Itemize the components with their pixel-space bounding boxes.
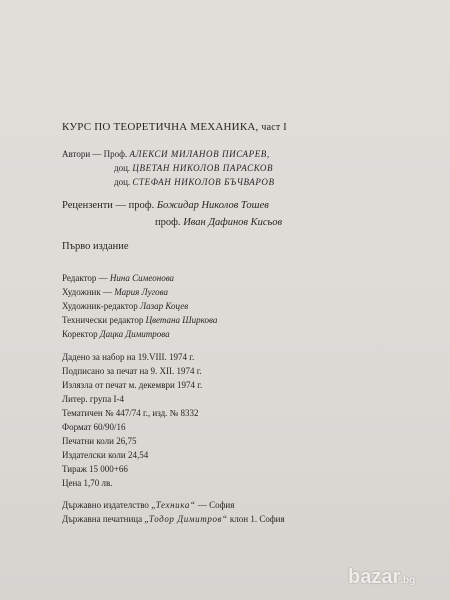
staff-row: Художник — Мария Лугова [62,287,168,297]
staff-row: Коректор Дацка Димитрова [62,329,170,339]
authors-label: Автори — Проф. [62,149,128,159]
print-info-line: Излязла от печат м. декември 1974 г. [62,380,203,390]
publisher-line: Държавно издателство „Техника“ — София [62,500,235,510]
print-info-line: Тираж 15 000+66 [62,464,128,474]
reviewers-label: Рецензенти — проф. [62,200,155,211]
print-info-line: Дадено за набор на 19.VIII. 1974 г. [62,352,195,362]
reviewer-2-prefix: проф. [155,217,181,228]
author-3-name: СТЕФАН НИКОЛОВ БЪЧВАРОВ [132,177,275,187]
bazar-watermark-logo: bazar.bg [348,566,416,588]
book-title [62,121,287,133]
print-info-line: Тематичен № 447/74 г., изд. № 8332 [62,408,199,418]
authors-line-3 [114,177,275,187]
reviewers-line-2 [155,217,282,228]
authors-line-2 [114,163,273,173]
author-2-name: ЦВЕТАН НИКОЛОВ ПАРАСКОВ [132,163,274,173]
authors-line-1 [62,149,270,159]
staff-row: Редактор — Нина Симеонова [62,273,175,283]
author-2-prefix: доц. [114,163,131,173]
staff-row: Художник-редактор Лазар Коцев [62,301,189,311]
reviewer-2-name: Иван Дафинов Кисьов [183,217,283,228]
book-title-main: КУРС ПО ТЕОРЕТИЧНА МЕХАНИКА, [62,121,259,133]
reviewer-1-name: Божидар Николов Тошев [156,200,269,211]
print-info-line: Литер. група I-4 [62,394,124,404]
author-3-prefix: доц. [114,177,131,187]
print-info-line: Печатни коли 26,75 [62,436,137,446]
print-info-line: Издателски коли 24,54 [62,450,149,460]
author-1-name: АЛЕКСИ МИЛАНОВ ПИСАРЕВ, [129,149,270,159]
print-info-line: Формат 60/90/16 [62,422,126,432]
reviewers-line-1 [62,200,269,211]
print-info-line: Цена 1,70 лв. [62,478,113,488]
book-part: част I [261,122,287,133]
printing-house-line: Държавна печатница „Тодор Димитров“ клон 1. София [62,514,285,524]
staff-row: Технически редактор Цветана Ширкова [62,315,218,325]
edition: Първо издание [62,241,129,252]
print-info-line: Подписано за печат на 9. XII. 1974 г. [62,366,202,376]
